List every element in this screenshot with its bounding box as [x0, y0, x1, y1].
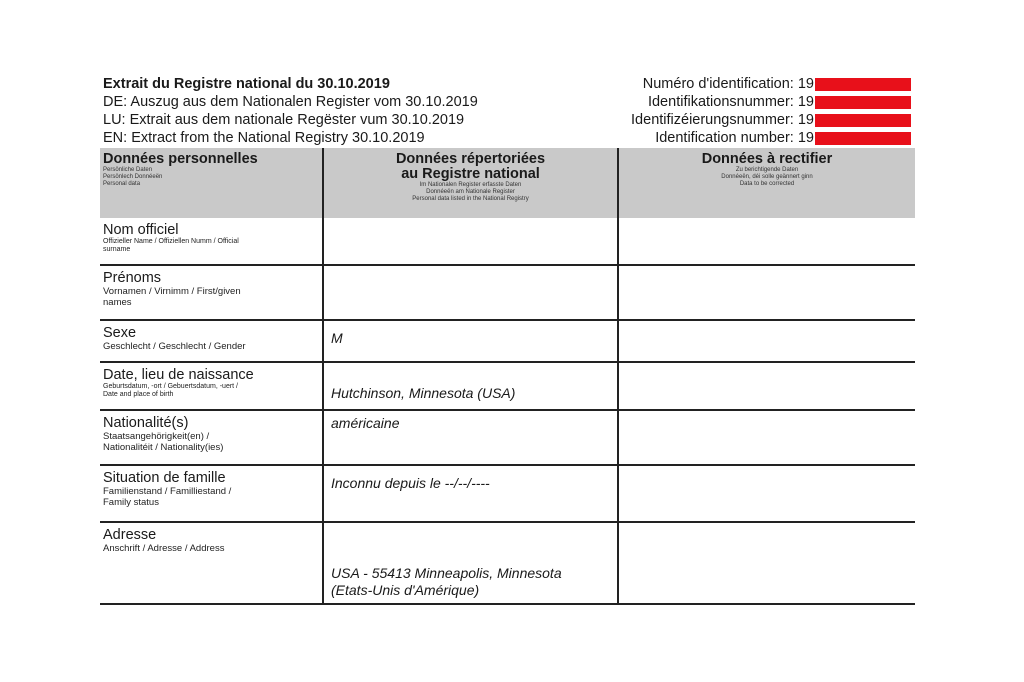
row-label-cell [100, 321, 322, 361]
column-sub: Personal data [103, 181, 141, 187]
registered-value-adresse-line2: (Etats-Unis d'Amérique) [331, 582, 480, 598]
table-row-famille [100, 466, 915, 523]
row-label-prenoms: Prénoms [103, 270, 162, 286]
column-header-rectify [617, 148, 915, 218]
row-sublabel: Offizieller Name / Offiziellen Numm / Official [103, 238, 239, 245]
rectify-cell[interactable] [617, 321, 915, 361]
row-label-sexe: Sexe [103, 325, 137, 341]
personal-data-table [100, 148, 915, 605]
column-title-personal: Données personnelles [103, 151, 258, 167]
row-sublabel: surname [103, 246, 131, 253]
column-sub: Personal data listed in the National Registry [412, 196, 529, 202]
id-number-fr [631, 75, 911, 93]
document-header [100, 72, 915, 148]
row-label-cell [100, 363, 322, 409]
redaction-bar [815, 96, 911, 109]
column-sub: Im Nationalen Register erfasste Daten [419, 182, 522, 188]
column-sub: Persönliche Daten [103, 167, 153, 173]
redaction-bar [815, 132, 911, 145]
table-row-adresse [100, 523, 915, 605]
column-sub: Data to be corrected [739, 181, 795, 187]
table-row-naissance [100, 363, 915, 411]
row-sublabel: Date and place of birth [103, 391, 174, 398]
column-sub: Zu berichtigende Daten [735, 167, 799, 173]
extract-title-lu: LU: Extrait aus dem nationale Regëster vum 30.10.2019 [103, 112, 465, 128]
row-sublabel: Geschlecht / Geschlecht / Gender [103, 341, 246, 352]
id-number-de [631, 93, 911, 111]
column-header-registered [322, 148, 617, 218]
column-sub: Donnéeën, déi solle geännert ginn [721, 174, 813, 180]
table-row-nationalite [100, 411, 915, 466]
column-sub: Donnéeën am Nationale Register [426, 189, 515, 195]
registered-value-cell [322, 411, 617, 464]
registered-value-adresse-line1: USA - 55413 Minneapolis, Minnesota [331, 565, 562, 581]
registered-value-cell [322, 218, 617, 264]
id-number-en [631, 129, 911, 147]
rectify-cell[interactable] [617, 218, 915, 264]
registered-value-cell [322, 321, 617, 361]
row-label-cell [100, 523, 322, 603]
id-label-de: Identifikationsnummer: 19 [647, 94, 814, 110]
registered-value-sexe: M [331, 330, 343, 346]
id-number-lu [631, 111, 911, 129]
rectify-cell[interactable] [617, 266, 915, 319]
registered-value-cell [322, 466, 617, 521]
column-header-personal [100, 148, 322, 218]
row-label-famille: Situation de famille [103, 470, 226, 486]
registered-value-cell [322, 523, 617, 603]
table-row-prenoms [100, 266, 915, 321]
row-sublabel: Staatsangehörigkeit(en) / [103, 431, 210, 442]
extract-title-en: EN: Extract from the National Registry 30.10.2019 [103, 130, 425, 146]
registered-value-nationalite: américaine [331, 415, 400, 431]
row-sublabel: Nationalitéit / Nationality(ies) [103, 442, 224, 453]
redaction-bar [815, 114, 911, 127]
registered-value-naissance: Hutchinson, Minnesota (USA) [331, 385, 516, 401]
extract-title-fr: Extrait du Registre national du 30.10.2019 [103, 76, 390, 92]
identification-block [631, 75, 911, 147]
row-label-cell [100, 466, 322, 521]
row-label-nom: Nom officiel [103, 222, 179, 238]
redaction-bar [815, 78, 911, 91]
column-title-registered: Données répertoriées [395, 151, 546, 167]
column-sub: Persönlech Donnéeën [103, 174, 163, 180]
row-label-adresse: Adresse [103, 527, 157, 543]
id-label-fr: Numéro d'identification: 19 [642, 76, 814, 92]
column-title-rectify: Données à rectifier [701, 151, 833, 167]
rectify-cell[interactable] [617, 363, 915, 409]
row-label-cell [100, 411, 322, 464]
row-label-cell [100, 266, 322, 319]
registry-extract-document [100, 72, 915, 605]
registered-value-cell [322, 266, 617, 319]
row-label-naissance: Date, lieu de naissance [103, 367, 254, 383]
registered-value-cell [322, 363, 617, 409]
row-sublabel: names [103, 297, 132, 308]
row-label-cell [100, 218, 322, 264]
id-label-lu: Identifizéierungsnummer: 19 [631, 112, 814, 128]
extract-title-block [103, 75, 478, 147]
extract-title-de: DE: Auszug aus dem Nationalen Register vom 30.10.2019 [103, 94, 478, 110]
rectify-cell[interactable] [617, 523, 915, 603]
row-sublabel: Vornamen / Virnimm / First/given [103, 286, 241, 297]
registered-value-famille: Inconnu depuis le --/--/---- [331, 475, 490, 491]
id-label-en: Identification number: 19 [655, 130, 814, 146]
row-sublabel: Anschrift / Adresse / Address [103, 543, 225, 554]
table-row-sexe [100, 321, 915, 363]
rectify-cell[interactable] [617, 466, 915, 521]
row-sublabel: Familienstand / Familliestand / [103, 486, 232, 497]
table-row-nom [100, 218, 915, 266]
table-header [100, 148, 915, 218]
column-title-registered-2: au Registre national [401, 166, 540, 182]
row-sublabel: Geburtsdatum, -ort / Gebuertsdatum, -uert / [103, 383, 238, 390]
row-label-nationalite: Nationalité(s) [103, 415, 189, 431]
rectify-cell[interactable] [617, 411, 915, 464]
row-sublabel: Family status [103, 497, 159, 508]
